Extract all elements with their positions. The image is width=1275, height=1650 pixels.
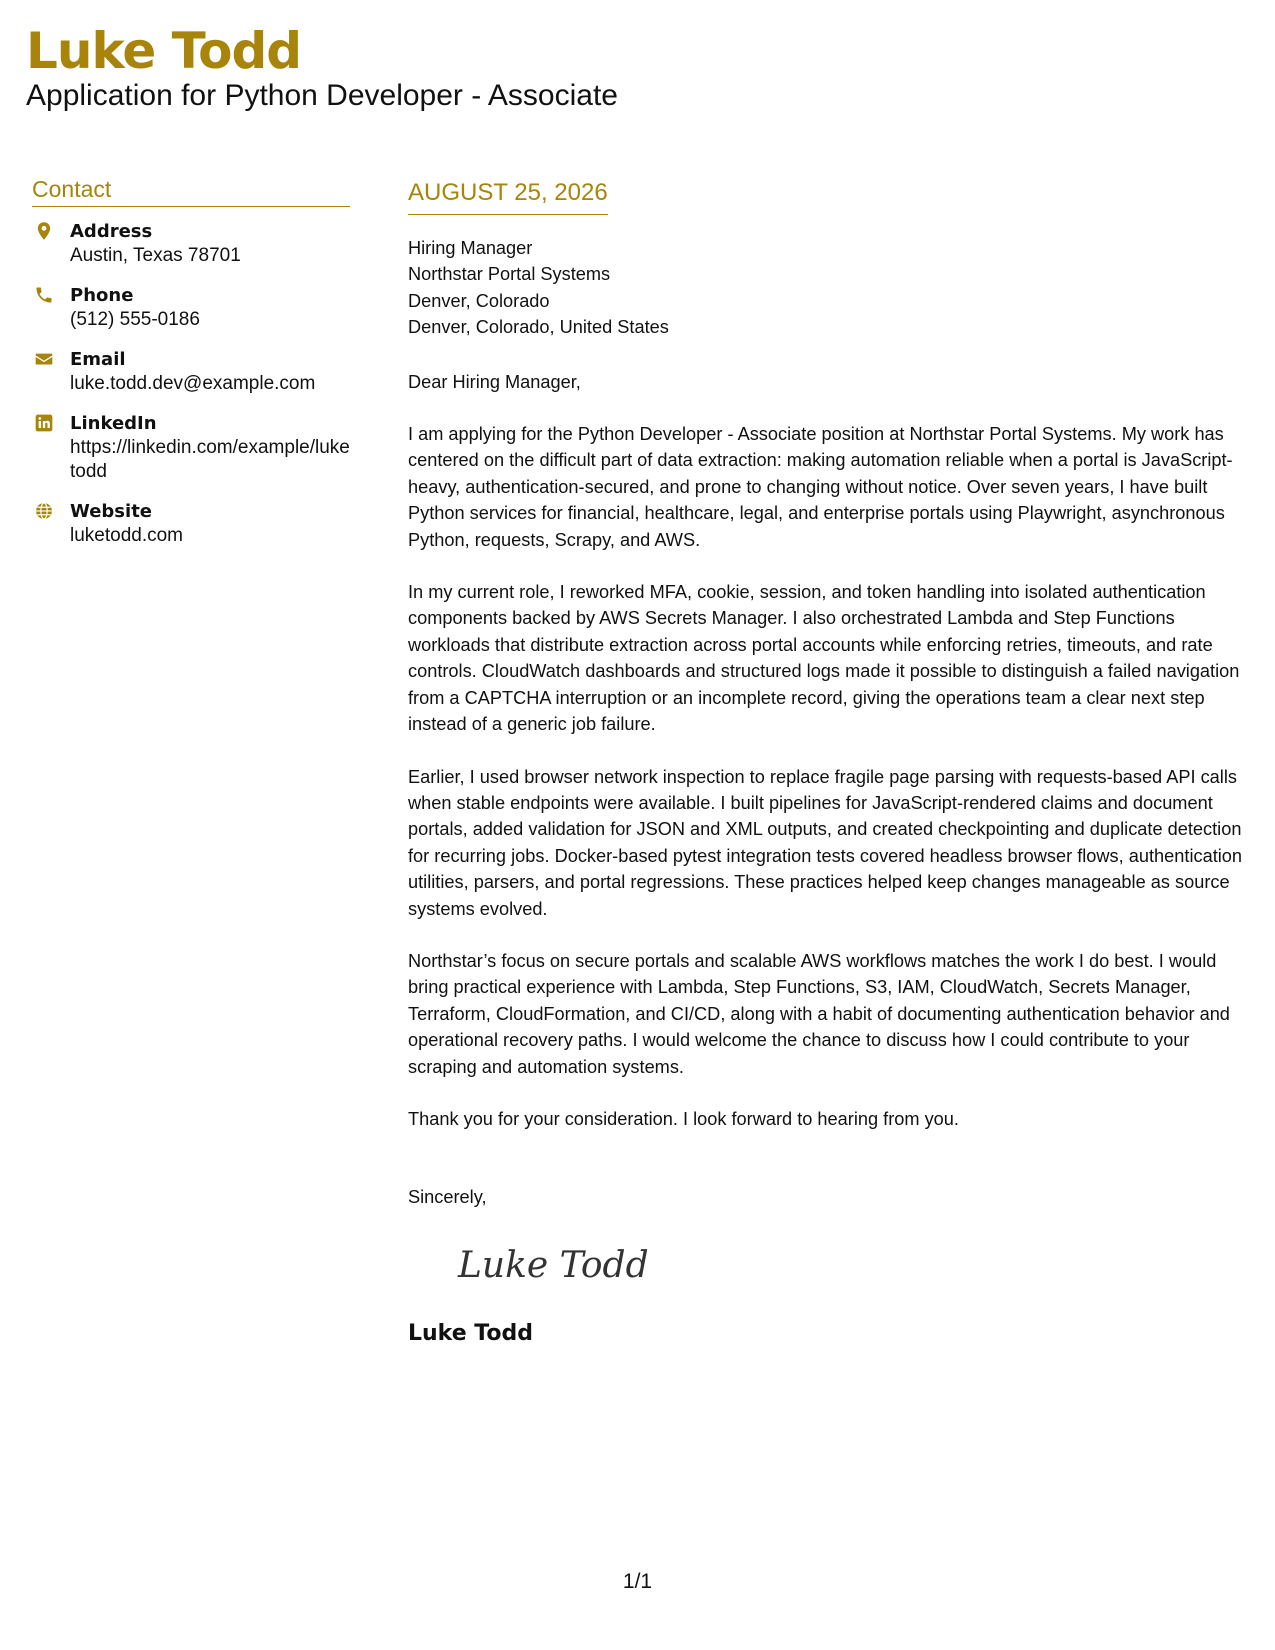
salutation: Dear Hiring Manager, <box>408 371 581 392</box>
signature-image <box>454 1239 649 1291</box>
contact-item-phone <box>32 284 350 332</box>
letter-body <box>408 178 1253 1348</box>
contact-label: Phone <box>70 285 134 306</box>
contact-item-email <box>32 348 350 396</box>
contact-item-linkedin <box>32 412 350 484</box>
body-paragraph: In my current role, I reworked MFA, cookie, session, and token handling into isolated authentication components backed by AWS Secrets Manager. I also orchestrated Lambda and Step Functions workloads that distribute extraction across portal accounts while enforcing retries, timeouts, and rate controls. CloudWatch dashboards and structured logs made it possible to distinguish a failed navigation from a CAPTCHA interruption or an incomplete record, giving the operations team a clear next step instead of a generic job failure. <box>408 582 1240 735</box>
phone-icon <box>32 285 56 307</box>
body-paragraph: I am applying for the Python Developer - Associate position at Northstar Portal Systems. My work has centered on the difficult part of data extraction: making automation reliable when a portal is JavaScript-heavy, authentication-secured, and prone to changing without notice. Over seven years, I have built Python services for financial, healthcare, legal, and enterprise portals using Playwright, asynchronous Python, requests, Scrapy, and AWS. <box>408 424 1233 550</box>
recipient-line: Hiring Manager <box>408 238 533 258</box>
linkedin-link[interactable]: https://linkedin.com/example/luketodd <box>70 437 350 482</box>
signature-text: Luke Todd <box>458 1244 649 1286</box>
recipient-block <box>408 235 1253 341</box>
application-title: Application for Python Developer - Associate <box>26 79 618 112</box>
map-pin-icon <box>32 221 56 243</box>
contact-item-website <box>32 500 350 548</box>
applicant-name: Luke Todd <box>26 22 302 80</box>
contact-label: LinkedIn <box>70 413 157 434</box>
recipient-line: Northstar Portal Systems <box>408 264 611 285</box>
contact-label: Website <box>70 501 153 522</box>
envelope-icon <box>32 349 56 371</box>
letter-date: AUGUST 25, 2026 <box>408 179 608 206</box>
body-paragraph: Northstar’s focus on secure portals and scalable AWS workflows matches the work I do best. I would bring practical experience with Lambda, Step Functions, S3, IAM, CloudWatch, Secrets Manager, Terraform, CloudFormation, and CI/CD, along with a habit of documenting authentication behavior and operational recovery paths. I would welcome the chance to discuss how I could contribute to your scraping and automation systems. <box>408 950 1230 1077</box>
contact-item-address <box>32 220 350 268</box>
contact-sidebar <box>32 176 350 564</box>
date-block <box>408 178 608 215</box>
email-link[interactable]: luke.todd.dev@example.com <box>70 373 316 394</box>
recipient-line: Denver, Colorado <box>408 290 550 311</box>
globe-icon <box>32 501 56 523</box>
body-paragraph: Thank you for your consideration. I look forward to hearing from you. <box>408 1108 959 1129</box>
phone-value[interactable]: (512) 555-0186 <box>70 309 200 330</box>
contact-label: Address <box>70 221 153 242</box>
page-number: 1/1 <box>622 1570 653 1593</box>
signer-name: Luke Todd <box>408 1321 533 1347</box>
contact-label: Email <box>70 349 126 370</box>
letter-header <box>26 22 618 114</box>
address-value: Austin, Texas 78701 <box>70 245 241 266</box>
linkedin-icon <box>32 413 56 435</box>
recipient-line: Denver, Colorado, United States <box>408 317 669 338</box>
body-paragraph: Earlier, I used browser network inspection to replace fragile page parsing with requests-based API calls when stable endpoints were available. I built pipelines for JavaScript-rendered claims and document portals, added validation for JSON and XML outputs, and created checkpointing and duplicate detection for recurring jobs. Docker-based pytest integration tests covered headless browser flows, authentication utilities, parsers, and portal regressions. These practices helped keep changes manageable as source systems evolved. <box>408 766 1243 919</box>
contact-heading: Contact <box>32 176 350 207</box>
closing: Sincerely, <box>408 1187 487 1208</box>
website-link[interactable]: luketodd.com <box>70 525 184 546</box>
